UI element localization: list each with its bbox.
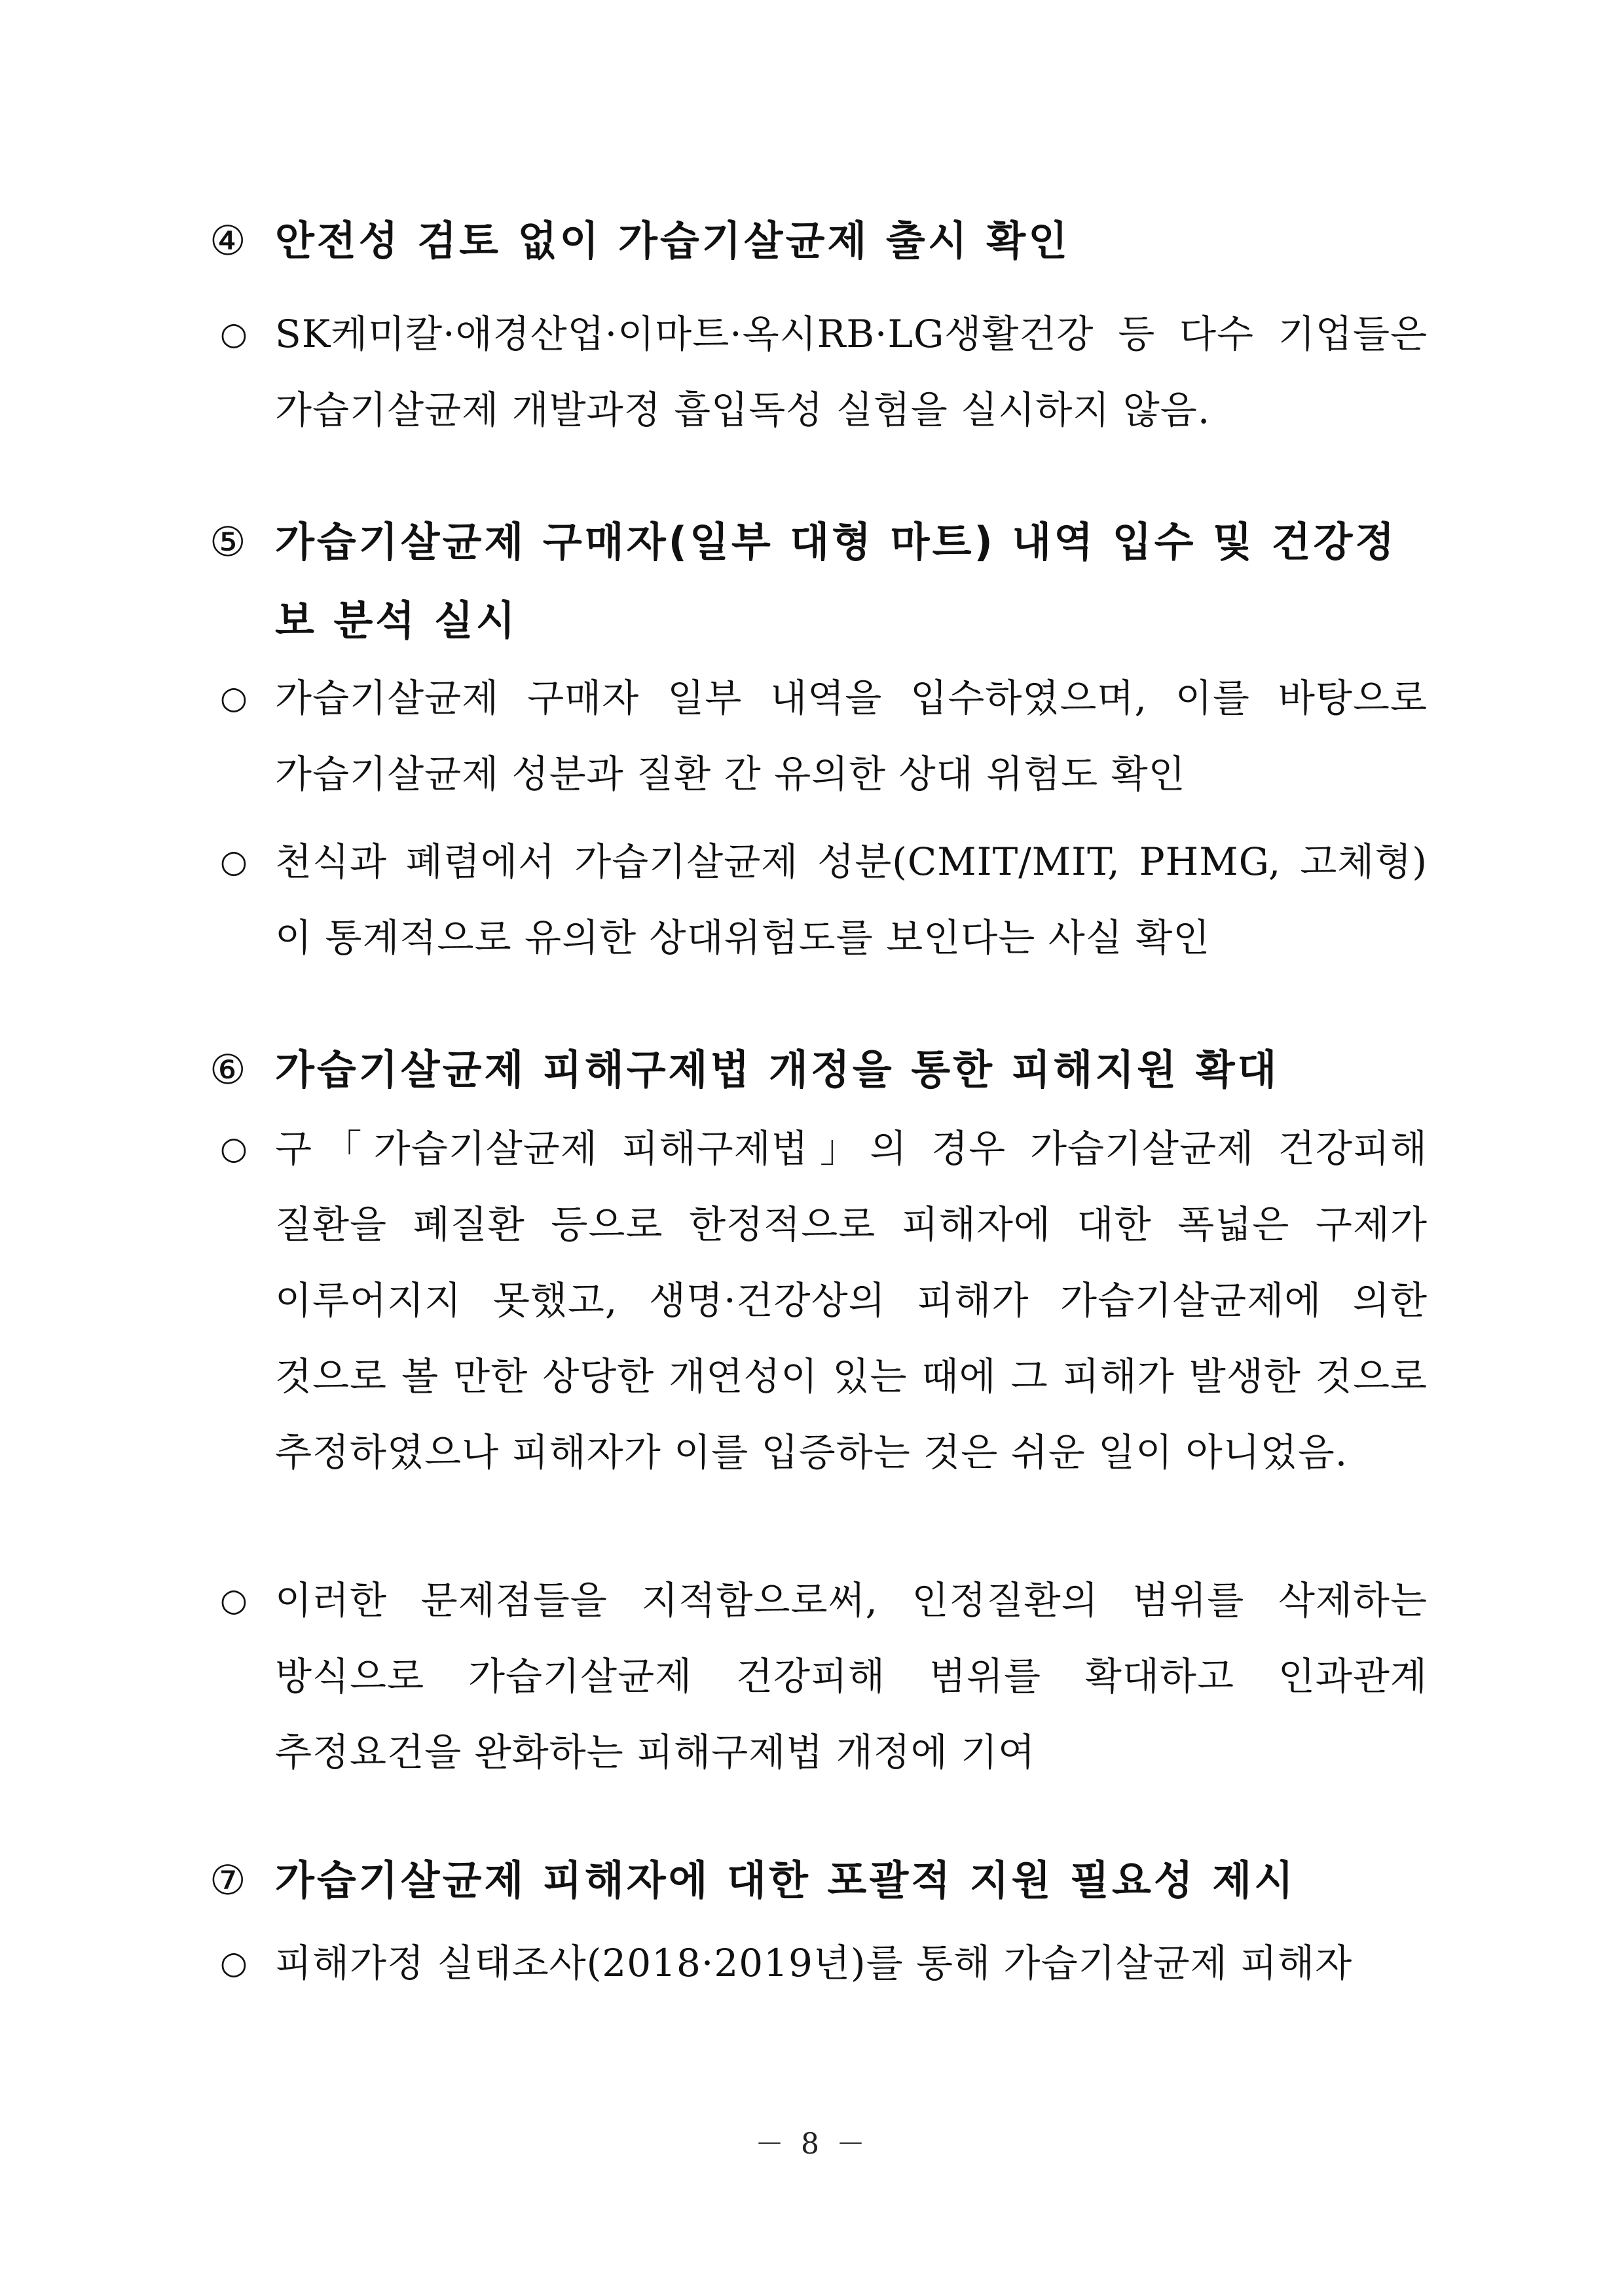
bullet-item bbox=[210, 1111, 1428, 1490]
bullet-circle-icon: ○ bbox=[220, 1130, 248, 1167]
bullet-text: 가습기살균제 구매자 일부 내역을 입수하였으며, 이를 바탕으로 가습기살균제 성분과 질환 간 유의한 상대 위험도 확인 bbox=[275, 676, 1428, 796]
section-heading-6 bbox=[210, 1031, 1428, 1109]
bullet-circle-icon: ○ bbox=[220, 316, 248, 352]
section-number: ⑥ bbox=[210, 1046, 249, 1093]
section-title: 안전성 검토 없이 가습기살균제 출시 확인 bbox=[275, 217, 1071, 265]
bullet-item bbox=[210, 1925, 1428, 2001]
bullet-item bbox=[210, 296, 1428, 448]
section-number: ⑦ bbox=[210, 1856, 249, 1904]
section-heading-7 bbox=[210, 1841, 1428, 1920]
section-heading-4 bbox=[210, 202, 1428, 280]
section-number: ⑤ bbox=[210, 518, 249, 566]
section-title: 가습기살균제 구매자(일부 대형 마트) 내역 입수 및 건강정보 분석 실시 bbox=[275, 518, 1397, 644]
bullet-text: 천식과 폐렴에서 가습기살균제 성분(CMIT/MIT, PHMG, 고체형)이 통계적으로 유의한 상대위험도를 보인다는 사실 확인 bbox=[275, 839, 1428, 960]
bullet-text: SK케미칼·애경산업·이마트·옥시RB·LG생활건강 등 다수 기업들은 가습기살균제 개발과정 흡입독성 실험을 실시하지 않음. bbox=[275, 312, 1428, 432]
section-heading-5 bbox=[210, 503, 1428, 660]
bullet-circle-icon: ○ bbox=[220, 843, 248, 880]
section-title: 가습기살균제 피해자에 대한 포괄적 지원 필요성 제시 bbox=[275, 1856, 1297, 1904]
section-title: 가습기살균제 피해구제법 개정을 통한 피해지원 확대 bbox=[275, 1046, 1280, 1093]
bullet-text: 피해가정 실태조사(2018·2019년)를 통해 가습기살균제 피해자 bbox=[275, 1941, 1353, 1985]
page-number: － 8 － bbox=[755, 2127, 869, 2161]
bullet-text: 이러한 문제점들을 지적함으로써, 인정질환의 범위를 삭제하는 방식으로 가습기살균제 건강피해 범위를 확대하고 인과관계 추정요건을 완화하는 피해구제법 개정에 기여 bbox=[275, 1578, 1428, 1774]
bullet-circle-icon: ○ bbox=[220, 680, 248, 716]
bullet-item bbox=[210, 1562, 1428, 1790]
section-number: ④ bbox=[210, 217, 249, 265]
bullet-circle-icon: ○ bbox=[220, 1582, 248, 1619]
bullet-item bbox=[210, 660, 1428, 812]
bullet-circle-icon: ○ bbox=[220, 1945, 248, 1981]
bullet-item bbox=[210, 824, 1428, 976]
bullet-text: 구「가습기살균제 피해구제법」의 경우 가습기살균제 건강피해 질환을 폐질환 등으로 한정적으로 피해자에 대한 폭넓은 구제가 이루어지지 못했고, 생명·건강상의 피해가 가습기살균제에 의한 것으로 볼 만한 상당한 개연성이 있는 때에 그 피해가 발생한 것으로 추정하였으나 피해자가 이를 입증하는 것은 쉬운 일이 아니었음. bbox=[275, 1126, 1428, 1475]
